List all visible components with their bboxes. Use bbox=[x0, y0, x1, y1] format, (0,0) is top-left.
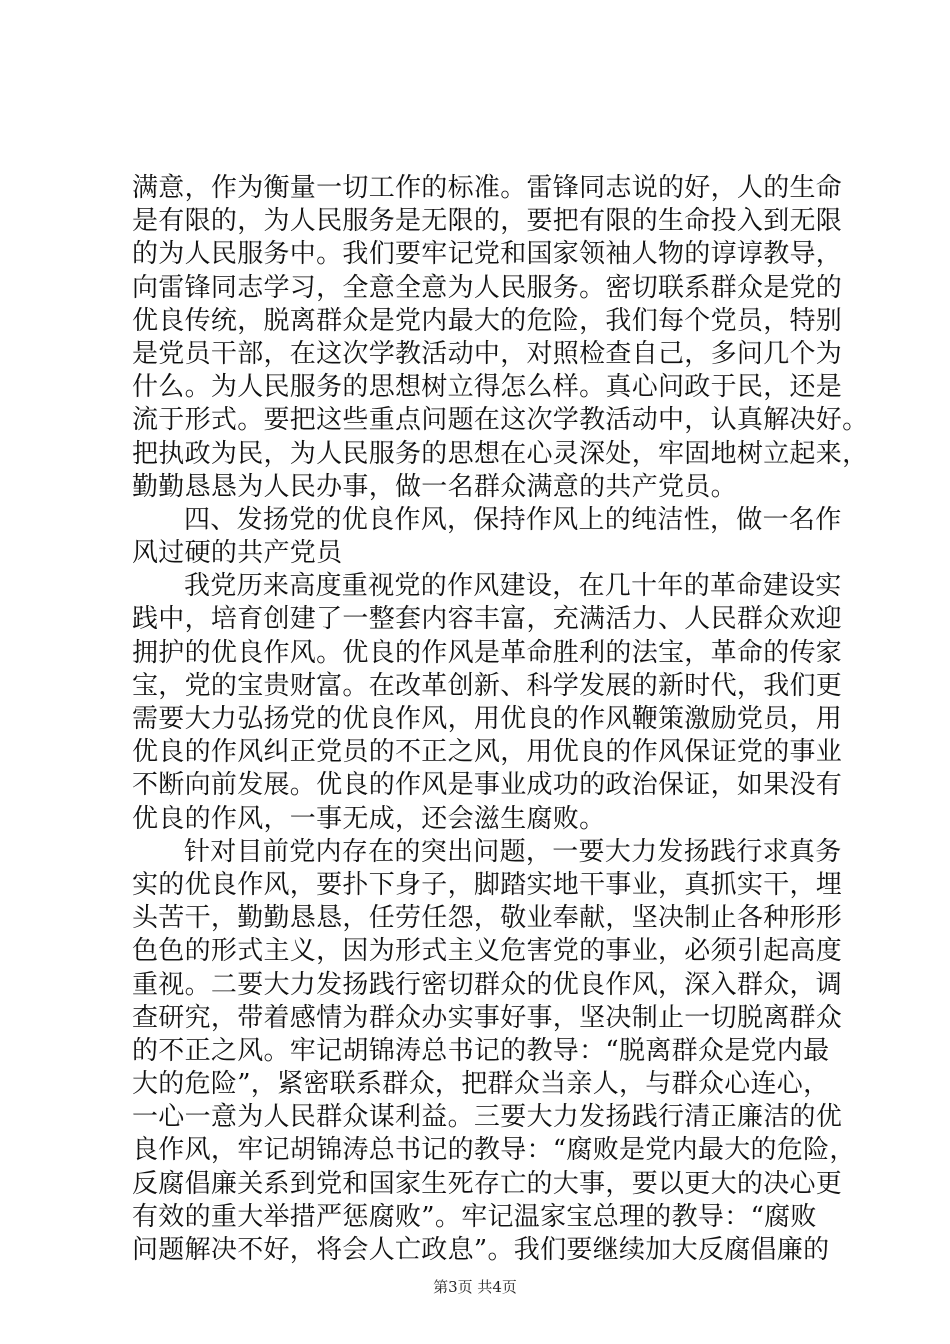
section-heading-line: 风过硬的共产党员 bbox=[132, 538, 343, 569]
text-line: 良作风，牢记胡锦涛总书记的教导：“腐败是党内最大的危险， bbox=[132, 1135, 856, 1166]
text-line: 需要大力弘扬党的优良作风，用优良的作风鞭策激励党员，用 bbox=[132, 704, 843, 734]
text-line: 是有限的，为人民服务是无限的，要把有限的生命投入到无限 bbox=[132, 206, 843, 237]
text-line: 优良的作风纠正党员的不正之风，用优良的作风保证党的事业 bbox=[132, 737, 843, 768]
document-body bbox=[132, 172, 869, 1267]
text-line: 我党历来高度重视党的作风建设，在几十年的革命建设实 bbox=[184, 571, 842, 602]
text-line: 践中，培育创建了一整套内容丰富，充满活力、人民群众欢迎 bbox=[132, 604, 843, 635]
text-line: 色色的形式主义，因为形式主义危害党的事业，必须引起高度 bbox=[132, 936, 843, 967]
text-line: 优良传统，脱离群众是党内最大的危险，我们每个党员，特别 bbox=[132, 305, 843, 336]
section-heading-line: 四、发扬党的优良作风，保持作风上的纯洁性，做一名作 bbox=[184, 504, 842, 535]
text-line: 满意，作为衡量一切工作的标准。雷锋同志说的好，人的生命 bbox=[132, 173, 843, 203]
text-line: 勤勤恳恳为人民办事，做一名群众满意的共产党员。 bbox=[132, 471, 737, 502]
text-line: 拥护的优良作风。优良的作风是革命胜利的法宝，革命的传家 bbox=[132, 637, 843, 668]
text-line: 是党员干部，在这次学教活动中，对照检查自己，多问几个为 bbox=[132, 338, 843, 369]
text-line: 大的危险”，紧密联系群众，把群众当亲人，与群众心连心， bbox=[132, 1069, 830, 1100]
text-line: 一心一意为人民群众谋利益。三要大力发扬践行清正廉洁的优 bbox=[132, 1102, 843, 1133]
text-line: 重视。二要大力发扬践行密切群众的优良作风，深入群众，调 bbox=[132, 969, 843, 1000]
text-line: 把执政为民，为人民服务的思想在心灵深处，牢固地树立起来， bbox=[132, 438, 869, 469]
text-line: 什么。为人民服务的思想树立得怎么样。真心问政于民，还是 bbox=[132, 372, 843, 403]
text-line: 针对目前党内存在的突出问题，一要大力发扬践行求真务 bbox=[184, 836, 842, 867]
text-line: 的为人民服务中。我们要牢记党和国家领袖人物的谆谆教导， bbox=[132, 239, 843, 270]
text-line: 的不正之风。牢记胡锦涛总书记的教导：“脱离群众是党内最 bbox=[132, 1035, 830, 1066]
text-line: 流于形式。要把这些重点问题在这次学教活动中，认真解决好。 bbox=[132, 405, 869, 436]
text-line: 头苦干，勤勤恳恳，任劳任怨，敬业奉献，坚决制止各种形形 bbox=[132, 903, 843, 934]
text-line: 有效的重大举措严惩腐败”。牢记温家宝总理的教导：“腐败 bbox=[132, 1201, 817, 1232]
text-line: 不断向前发展。优良的作风是事业成功的政治保证，如果没有 bbox=[132, 770, 843, 801]
text-line: 宝，党的宝贵财富。在改革创新、科学发展的新时代，我们更 bbox=[132, 670, 843, 701]
text-line: 向雷锋同志学习，全意全意为人民服务。密切联系群众是党的 bbox=[132, 272, 843, 303]
text-line: 实的优良作风，要扑下身子，脚踏实地干事业，真抓实干，埋 bbox=[132, 869, 843, 900]
page-number-footer: 第3页 共4页 bbox=[433, 1278, 517, 1296]
text-line: 问题解决不好，将会人亡政息”。我们要继续加大反腐倡廉的 bbox=[132, 1235, 830, 1265]
text-line: 反腐倡廉关系到党和国家生死存亡的大事，要以更大的决心更 bbox=[132, 1168, 843, 1199]
text-line: 优良的作风，一事无成，还会滋生腐败。 bbox=[132, 803, 606, 834]
text-line: 查研究，带着感情为群众办实事好事，坚决制止一切脱离群众 bbox=[132, 1002, 843, 1033]
